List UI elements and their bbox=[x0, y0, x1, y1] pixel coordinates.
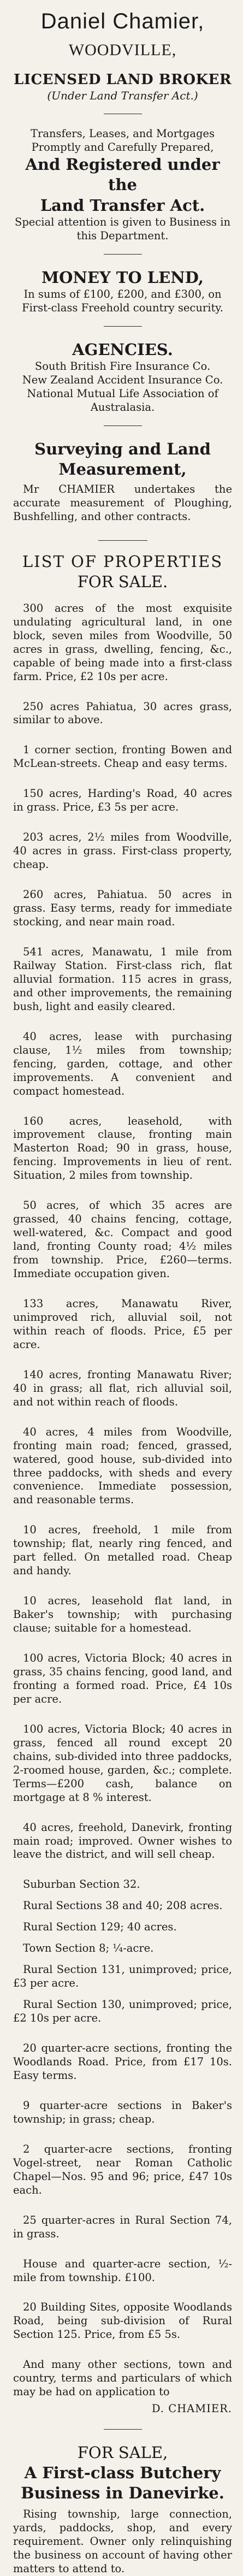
property-item: 1 corner section, fronting Bowen and McLean-streets. Cheap and easy terms. bbox=[13, 743, 232, 770]
property-item: 100 acres, Victoria Block; 40 acres in grass, fenced all round except 20 chains, sub-divided into three paddocks, 2-roomed house, garden, &c.; complete. Terms—£200 cash, balance on mortgage at 8 % interest. bbox=[13, 1722, 232, 1804]
property-item: 541 acres, Manawatu, 1 mile from Railway Station. First-class rich, flat alluvial formation. 115 acres in grass, and other improvements, the remaining bush, light and easily cleared. bbox=[13, 945, 232, 1013]
property-item: 40 acres, 4 miles from Woodville, fronting main road; fenced, grassed, watered, good house, sub-divided into three paddocks, with sheds and every convenience. Immediate possession, and reasonable terms. bbox=[13, 1425, 232, 1506]
property-item: 20 quarter-acre sections, fronting the Woodlands Road. Price, from £17 10s. Easy terms. bbox=[13, 2042, 232, 2082]
broker-name: Daniel Chamier, bbox=[40, 9, 205, 33]
butchery-text: Rising township, large connection, yards, paddocks, shop, and every requirement. Owner only relinquishing the business on account of having other matters to attend to. bbox=[13, 2508, 232, 2575]
intro-line: Transfers, Leases, and Mortgages bbox=[31, 127, 215, 140]
property-item: 50 acres, of which 35 acres are grassed, 40 chains fencing, cottage, well-watered, &c. Compact and good land, fronting County road; 4½ miles from township. Price, £260—terms. Immediate occupation given. bbox=[13, 1199, 232, 1280]
agency-line: Australasia. bbox=[90, 400, 155, 413]
property-item: Rural Section 129; 40 acres. bbox=[23, 1921, 177, 1934]
agency-line: South British Fire Insurance Co. bbox=[34, 359, 211, 373]
property-item: 160 acres, leasehold, with improvement clause, fronting main Masterton Road; 90 in grass, house, fencing. Improvements in lieu of rent. Situation, 2 miles from township. bbox=[13, 1114, 232, 1182]
intro-special: Special attention is given to Business in this Department. bbox=[14, 215, 231, 242]
divider bbox=[104, 326, 142, 327]
money-heading: MONEY TO LEND, bbox=[42, 268, 204, 287]
agency-line: National Mutual Life Association of bbox=[27, 387, 218, 400]
divider bbox=[104, 254, 142, 255]
broker-title: LICENSED LAND BROKER bbox=[14, 71, 232, 88]
property-item: 20 Building Sites, opposite Woodlands Road, being sub-division of Rural Section 125. Price, from £5 5s. bbox=[13, 2301, 232, 2341]
list-heading: LIST OF PROPERTIES bbox=[22, 552, 223, 571]
broker-subtitle: (Under Land Transfer Act.) bbox=[47, 88, 198, 102]
property-item: Rural Sections 38 and 40; 208 acres. bbox=[23, 1899, 223, 1912]
surveying-text: Mr CHAMIER undertakes the accurate measurement of Ploughing, Bushfelling, and other contracts. bbox=[13, 482, 232, 523]
intro-line: Promptly and Carefully Prepared, bbox=[31, 141, 214, 154]
property-item: Suburban Section 32. bbox=[23, 1878, 140, 1891]
intro-heading: And Registered under the bbox=[25, 155, 220, 194]
list-subheading: FOR SALE. bbox=[77, 572, 168, 591]
broker-place: WOODVILLE, bbox=[68, 41, 177, 60]
intro-heading: Land Transfer Act. bbox=[40, 196, 205, 215]
intro-lines bbox=[13, 127, 232, 155]
property-item: 100 acres, Victoria Block; 40 acres in grass, 35 chains fencing, good land, and fronting a formed road. Price, £4 10s per acre. bbox=[13, 1652, 232, 1705]
signature: D. CHAMIER. bbox=[151, 2402, 232, 2415]
property-item: 203 acres, 2½ miles from Woodville, 40 acres in grass. First-class property, cheap. bbox=[13, 831, 232, 871]
agencies-heading: AGENCIES. bbox=[72, 340, 173, 359]
property-item: 300 acres of the most exquisite undulating agricultural land, in one block, seven miles from Woodville, 50 acres in grass, dwelling, fencing, &c., capable of being made into a first-class farm. Price, £2 10s per acre. bbox=[13, 601, 232, 683]
property-item: 40 acres, lease with purchasing clause, 1½ miles from township; fencing, garden, cottage, and other improvements. A convenient and compact homestead. bbox=[13, 1030, 232, 1097]
property-item: Rural Section 130, unimproved; price, £2 10s per acre. bbox=[13, 1998, 232, 2025]
property-item: 150 acres, Harding's Road, 40 acres in grass. Price, £3 5s per acre. bbox=[13, 787, 232, 814]
property-item: Rural Section 131, unimproved; price, £3 per acre. bbox=[13, 1963, 232, 1990]
property-list bbox=[13, 602, 232, 2399]
property-item: 10 acres, freehold, 1 mile from township; flat, nearly ring fenced, and part felled. On metalled road. Cheap and handy. bbox=[13, 1523, 232, 1577]
money-text: In sums of £100, £200, and £300, on First-class Freehold country security. bbox=[22, 287, 223, 314]
property-item: 260 acres, Pahiatua. 50 acres in grass. Easy terms, ready for immediate stocking, and near main road. bbox=[13, 888, 232, 929]
divider bbox=[104, 2429, 142, 2430]
property-item: 9 quarter-acre sections in Baker's township; in grass; cheap. bbox=[13, 2099, 232, 2125]
property-item: 25 quarter-acres in Rural Section 74, in grass. bbox=[13, 2213, 232, 2240]
property-item: 250 acres Pahiatua, 30 acres grass, similar to above. bbox=[13, 700, 232, 726]
butchery-heading: FOR SALE, bbox=[77, 2443, 168, 2462]
property-item: 140 acres, fronting Manawatu River; 40 in grass; all flat, rich alluvial soil, and not within reach of floods. bbox=[13, 1368, 232, 1408]
property-item: Town Section 8; ¼-acre. bbox=[23, 1942, 154, 1955]
property-item: 10 acres, leasehold flat land, in Baker's township; with purchasing clause; suitable for a homestead. bbox=[13, 1594, 232, 1635]
property-item: And many other sections, town and country, terms and particulars of which may be had on application to bbox=[13, 2358, 232, 2398]
surveying-heading: Surveying and Land Measurement, bbox=[34, 439, 211, 478]
agency-line: New Zealand Accident Insurance Co. bbox=[22, 373, 223, 386]
butchery-subheading: A First-class Butchery Business in Danevirke. bbox=[21, 2463, 224, 2503]
agencies-lines bbox=[13, 360, 232, 415]
property-item: House and quarter-acre section, ½-mile from township. £100. bbox=[13, 2257, 232, 2284]
property-item: 133 acres, Manawatu River, unimproved rich, alluvial soil, not within reach of floods. Price, £5 per acre. bbox=[13, 1297, 232, 1351]
property-item: 40 acres, freehold, Danevirk, fronting main road; improved. Owner wishes to leave the district, and will sell cheap. bbox=[13, 1821, 232, 1861]
property-item: 2 quarter-acre sections, fronting Vogel-street, near Roman Catholic Chapel—Nos. 95 and 96; price, £47 10s each. bbox=[13, 2142, 232, 2196]
divider bbox=[98, 540, 147, 541]
